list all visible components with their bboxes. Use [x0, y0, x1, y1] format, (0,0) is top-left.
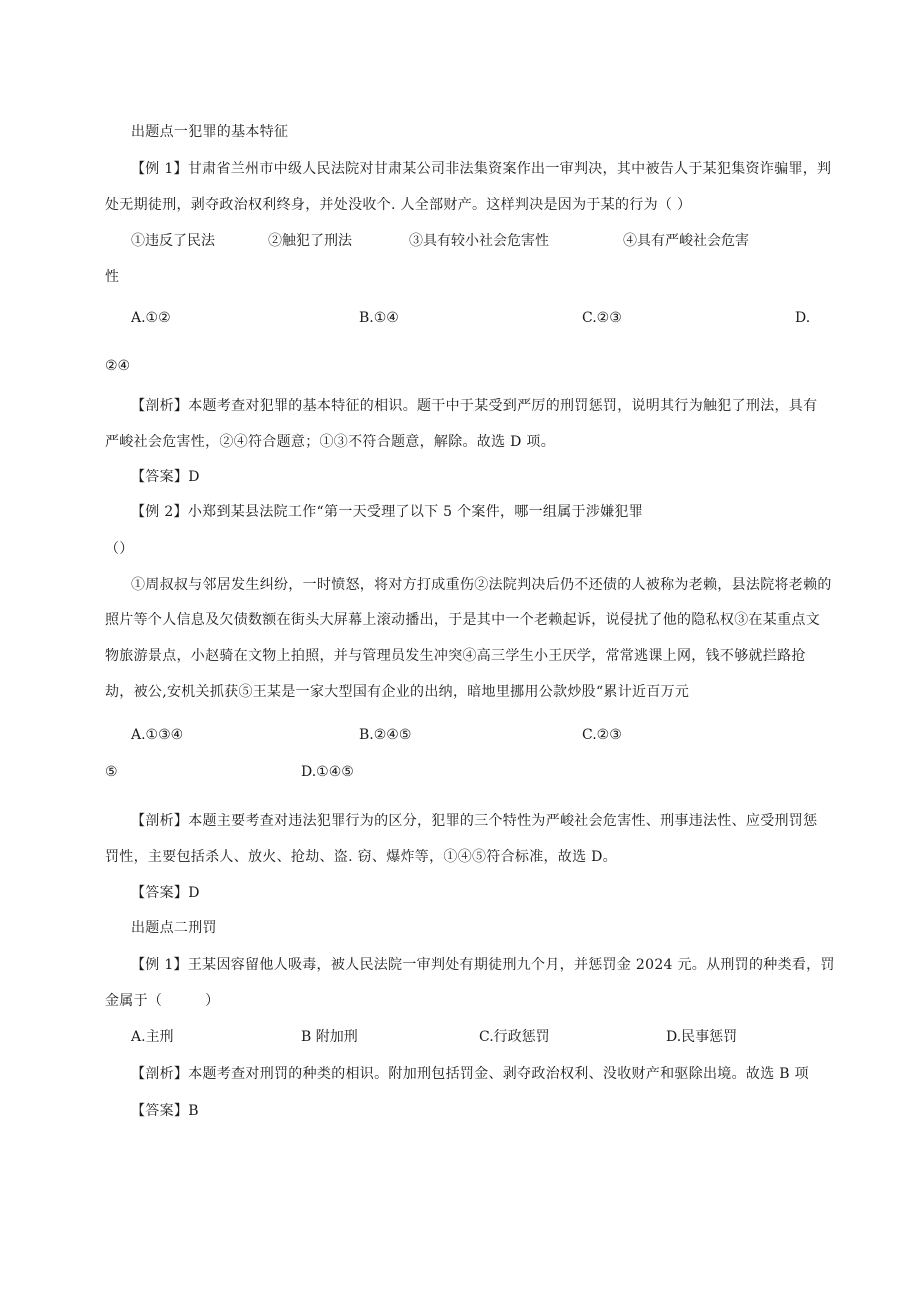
example-1-question-line-2: 处无期徒刑，剥夺政治权利终身，并处没收个. 人全部财产。这样判决是因为于某的行为（ ） — [105, 197, 692, 213]
example-1-option-d-cont: ②④ — [105, 358, 131, 374]
example-2-analysis-line-2: 罚性，主要包括杀人、放火、抢劫、盗. 窃、爆炸等，①④⑤符合标准，故选 D。 — [105, 849, 617, 865]
section-2-option-b: B 附加刑 — [301, 1029, 358, 1045]
example-2-option-b: B.②④⑤ — [359, 727, 412, 743]
section-2-example-1-line-1: 【例 1】王某因容留他人吸毒，被人民法院一审判处有期徒刑九个月，并惩罚金 2024 元。从刑罚的种类看，罚 — [131, 957, 835, 973]
example-1-option-b: B.①④ — [359, 310, 399, 326]
section-2-answer: 【答案】B — [131, 1103, 199, 1119]
example-1-item-4: ④具有严峻社会危害 — [623, 233, 749, 249]
example-2-body-line-4: 劫，被公,安机关抓获⑤王某是一家大型国有企业的出纳，暗地里挪用公款炒股“累计近百万元 — [105, 684, 690, 700]
section-2-example-1-line-2: 金属于（ ） — [105, 993, 220, 1009]
example-2-answer: 【答案】D — [131, 885, 200, 901]
section-heading-1: 出题点一犯罪的基本特征 — [131, 124, 289, 140]
example-2-option-c: C.②③ — [582, 727, 622, 743]
section-2-option-c: C.行政惩罚 — [479, 1029, 550, 1045]
example-2-option-a: A.①③④ — [131, 727, 184, 743]
section-2-option-a: A.主刑 — [131, 1029, 174, 1045]
example-1-item-2: ②触犯了刑法 — [268, 233, 352, 249]
example-2-option-d: D.①④⑤ — [301, 764, 354, 780]
example-1-answer: 【答案】D — [131, 469, 200, 485]
example-1-question-line-1: 【例 1】甘肃省兰州市中级人民法院对甘肃某公司非法集资案作出一审判决，其中被告人于某犯集资诈骗罪，判 — [131, 161, 832, 177]
example-1-analysis-line-2: 严峻社会危害性，②④符合题意；①③不符合题意，解除。故选 D 项。 — [105, 434, 556, 450]
section-2-analysis: 【剖析】本题考查对刑罚的种类的相识。附加刑包括罚金、剥夺政治权利、没收财产和驱除出境。故选 B 项 — [131, 1066, 809, 1082]
example-2-body-line-2: 照片等个人信息及欠债数额在街头大屏幕上滚动播出，于是其中一个老赖起诉，说侵扰了他的隐私权③在某重点文 — [105, 612, 820, 628]
example-2-question-line-1: 【例 2】小郑到某县法院工作“第一天受理了以下 5 个案件，哪一组属于涉嫌犯罪 — [131, 504, 644, 520]
section-heading-2: 出题点二刑罚 — [131, 920, 217, 936]
example-2-analysis-line-1: 【剖析】本题主要考查对违法犯罪行为的区分，犯罪的三个特性为严峻社会危害性、刑事违法性、应受刑罚惩 — [131, 813, 818, 829]
example-2-question-line-2: （） — [105, 541, 134, 557]
section-2-option-d: D.民事惩罚 — [666, 1029, 738, 1045]
example-1-analysis-line-1: 【剖析】本题考查对犯罪的基本特征的相识。题干中于某受到严厉的刑罚惩罚，说明其行为触犯了刑法，具有 — [131, 398, 818, 414]
example-1-item-1: ①违反了民法 — [131, 233, 215, 249]
example-1-option-a: A.①② — [131, 310, 171, 326]
example-1-option-d: D. — [795, 310, 811, 326]
example-2-body-line-3: 物旅游景点，小赵骑在文物上拍照，并与管理员发生冲突④高三学生小王厌学，常常逃课上网，钱不够就拦路抢 — [105, 648, 806, 664]
example-1-option-c: C.②③ — [582, 310, 622, 326]
example-1-item-3: ③具有较小社会危害性 — [409, 233, 549, 249]
example-2-body-line-1: ①周叔叔与邻居发生纠纷，一时愤怒，将对方打成重伤②法院判决后仍不还债的人被称为老赖，县法院将老赖的 — [131, 577, 832, 593]
example-2-option-c-cont: ⑤ — [105, 764, 118, 780]
example-1-item-4-cont: 性 — [105, 269, 119, 285]
